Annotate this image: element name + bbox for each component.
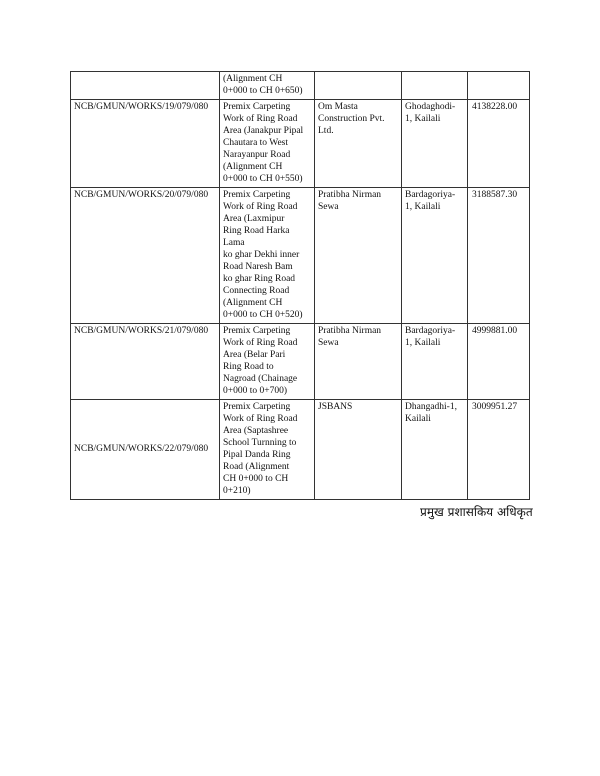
amount-cell: 3188587.30 [468, 188, 530, 324]
location-cell: Bardagoriya- 1, Kailali [402, 188, 468, 324]
contract-number-cell: NCB/GMUN/WORKS/22/079/080 [71, 400, 220, 500]
table-row [71, 400, 530, 500]
work-description-cell: (Alignment CH 0+000 to CH 0+650) [220, 72, 315, 100]
contractor-cell: Om Masta Construction Pvt. Ltd. [315, 100, 402, 188]
amount-cell [468, 72, 530, 100]
table-row [71, 100, 530, 188]
signatory-title: प्रमुख प्रशासकिय अधिकृत [420, 505, 533, 519]
amount-cell: 4999881.00 [468, 324, 530, 400]
contractor-cell: Pratibha Nirman Sewa [315, 324, 402, 400]
location-cell: Ghodaghodi- 1, Kailali [402, 100, 468, 188]
work-description-cell: Premix Carpeting Work of Ring Road Area (Janakpur Pipal Chautara to West Narayanpur Road (Alignment CH 0+000 to CH 0+550) [220, 100, 315, 188]
contract-number-cell: NCB/GMUN/WORKS/21/079/080 [71, 324, 220, 400]
contract-number-cell [71, 72, 220, 100]
location-cell: Bardagoriya- 1, Kailali [402, 324, 468, 400]
amount-cell: 4138228.00 [468, 100, 530, 188]
contracts-table [70, 71, 530, 500]
location-cell [402, 72, 468, 100]
table-row [71, 72, 530, 100]
table-row [71, 188, 530, 324]
work-description-cell: Premix Carpeting Work of Ring Road Area (Saptashree School Turnning to Pipal Danda Ring Road (Alignment CH 0+000 to CH 0+210) [220, 400, 315, 500]
work-description-cell: Premix Carpeting Work of Ring Road Area (Belar Pari Ring Road to Nagroad (Chainage 0+000 to 0+700) [220, 324, 315, 400]
contract-number-cell: NCB/GMUN/WORKS/20/079/080 [71, 188, 220, 324]
table-row [71, 324, 530, 400]
amount-cell: 3009951.27 [468, 400, 530, 500]
work-description-cell: Premix Carpeting Work of Ring Road Area (Laxmipur Ring Road Harka Lama ko ghar Dekhi inner Road Naresh Bam ko ghar Ring Road Connecting Road (Alignment CH 0+000 to CH 0+520) [220, 188, 315, 324]
contractor-cell: Pratibha Nirman Sewa [315, 188, 402, 324]
contract-number-cell: NCB/GMUN/WORKS/19/079/080 [71, 100, 220, 188]
contractor-cell [315, 72, 402, 100]
contractor-cell: JSBANS [315, 400, 402, 500]
location-cell: Dhangadhi-1, Kailali [402, 400, 468, 500]
